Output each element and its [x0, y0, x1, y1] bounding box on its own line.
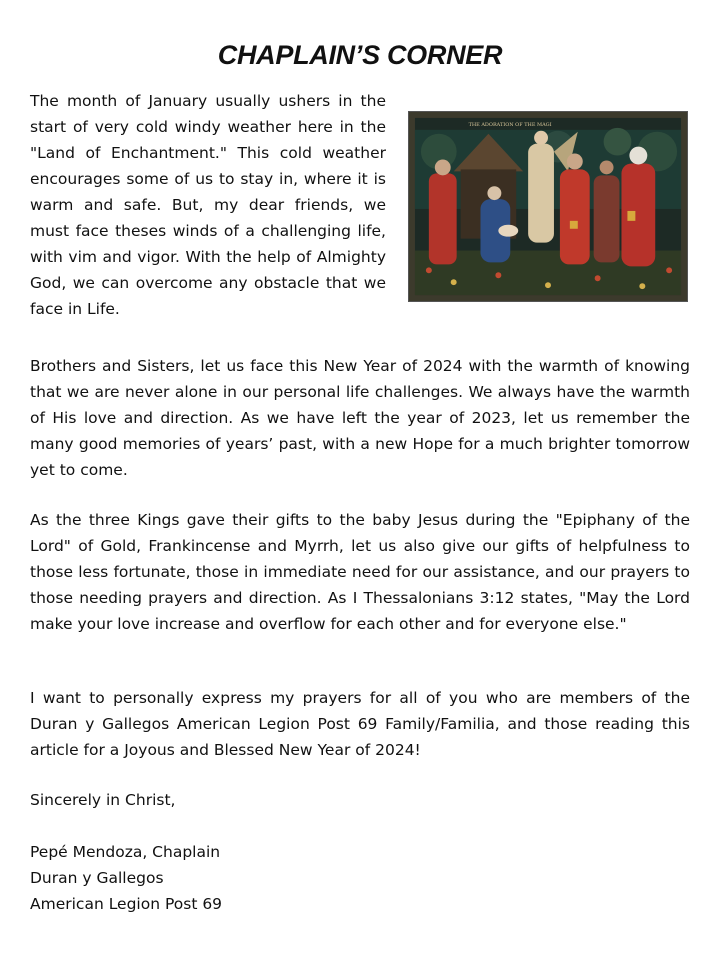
tapestry-banner-text: THE ADORATION OF THE MAGI	[468, 121, 552, 128]
intro-paragraph: The month of January usually ushers in the start of very cold windy weather here in the "Land of Enchantment." This cold weather encourages some of us to stay in, where it is warm and safe. But, my dear friends, we must face theses winds of a challenging life, with vim and vigor. With the help of Almighty God, we can overcome any obstacle that we face in Life.	[30, 92, 386, 318]
closing-line: Sincerely in Christ,	[30, 791, 176, 809]
signature-post: American Legion Post 69	[30, 895, 223, 913]
paragraph-new-year: Brothers and Sisters, let us face this New Year of 2024 with the warmth of knowing that we are never alone in our personal life challenges. We always have the warmth of His love and direction. As we have left the year of 2023, let us remember the many good memories of years’ past, with a new Hope for a much brighter tomorrow yet to come.	[30, 357, 690, 479]
paragraph-prayers: I want to personally express my prayers for all of you who are members of the Duran y Gallegos American Legion Post 69 Family/Familia, and those reading this article for a Joyous and Blessed New Year of 2024!	[30, 689, 690, 759]
nativity-tapestry-image	[408, 111, 688, 302]
paragraph-epiphany: As the three Kings gave their gifts to the baby Jesus during the "Epiphany of the Lord" of Gold, Frankincense and Myrrh, let us also give our gifts of helpfulness to those less fortunate, those in immediate need for our assistance, and our prayers to those needing prayers and direction. As I Thessalonians 3:12 states, "May the Lord make your love increase and overflow for each other and for everyone else."	[30, 511, 690, 633]
signature-name: Pepé Mendoza, Chaplain	[30, 843, 221, 861]
signature-organization: Duran y Gallegos	[30, 869, 164, 887]
signature-block	[30, 839, 222, 917]
page-title: CHAPLAIN’S CORNER	[217, 40, 503, 70]
